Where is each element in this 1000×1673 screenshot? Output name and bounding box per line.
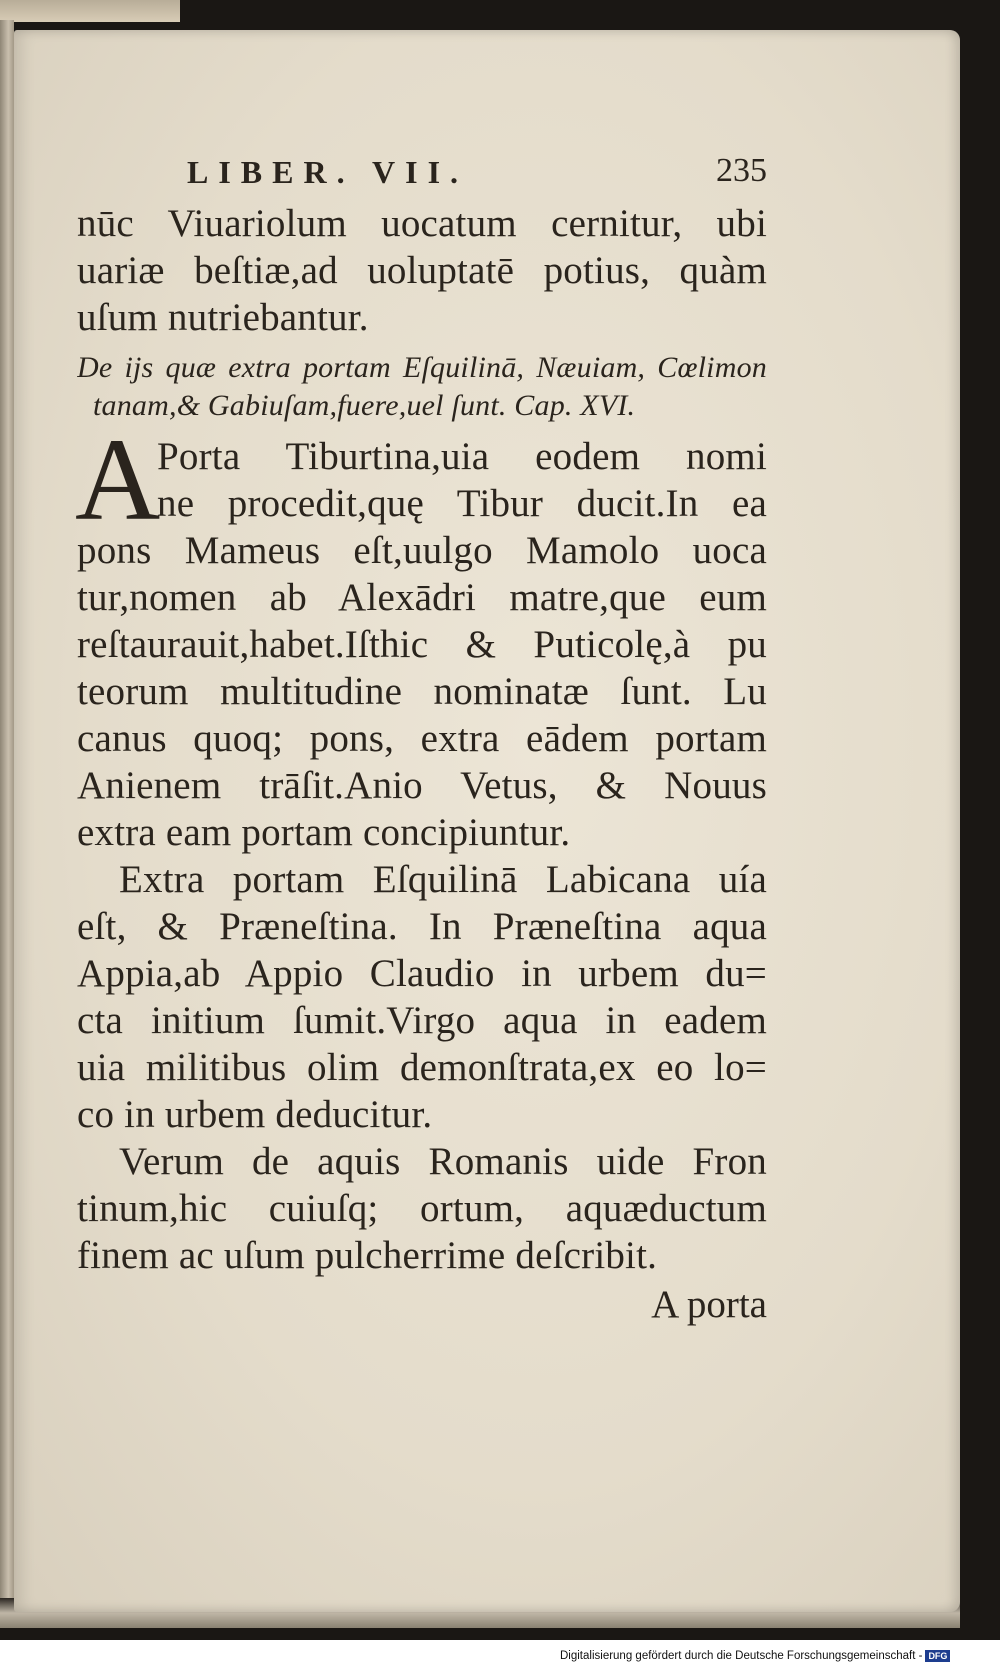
text-line: uſum nutriebantur.	[77, 296, 369, 339]
text-line: cta initium ſumit.Virgo aqua in eadem	[77, 999, 767, 1042]
text-line: Anienem trāſit.Anio Vetus, & Nouus	[77, 764, 767, 807]
heading-line: De ijs quæ extra portam Eſquilinā, Næuiam, Cœlimon	[77, 351, 767, 384]
running-head	[77, 150, 767, 200]
digitization-footer	[560, 1650, 1000, 1670]
text-line: teorum multitudine nominatæ ſunt. Lu	[77, 670, 767, 713]
book-page	[14, 30, 960, 1612]
text-line: Porta Tiburtina,uia eodem nomi	[157, 435, 767, 478]
text-block	[77, 150, 767, 1328]
text-line: Appia,ab Appio Claudio in urbem du=	[77, 952, 767, 995]
text-line: extra eam portam concipiuntur.	[77, 811, 571, 854]
text-line: co in urbem deducitur.	[77, 1093, 433, 1136]
initial-letter: A	[75, 414, 161, 545]
text-line: reſtaurauit,habet.Iſthic & Puticolę,à pu	[77, 623, 767, 666]
text-line: canus quoq; pons, extra eādem portam	[77, 717, 767, 760]
page-number: 235	[716, 152, 767, 189]
dfg-logo[interactable]: DFG	[925, 1650, 950, 1662]
text-line: Verum de aquis Romanis uide Fron	[119, 1140, 767, 1183]
text-line: finem ac uſum pulcherrime deſcribit.	[77, 1234, 658, 1277]
running-title: LIBER. VII.	[187, 154, 469, 190]
top-lines	[77, 200, 767, 341]
paragraph-3	[77, 1138, 767, 1279]
text-line: uariæ beſtiæ,ad uoluptatē potius, quàm	[77, 249, 767, 292]
page-edge-left	[0, 20, 14, 1620]
text-line: Extra portam Eſquilinā Labicana uía	[119, 858, 767, 901]
text-line: eſt, & Præneſtina. In Præneſtina aqua	[77, 905, 767, 948]
text-line: pons Mameus eſt,uulgo Mamolo uoca	[77, 529, 767, 572]
paragraph-1	[75, 414, 767, 856]
chapter-heading	[77, 349, 767, 425]
text-line: tinum,hic cuiuſq; ortum, aquæductum	[77, 1187, 767, 1230]
text-line: ne procedit,quę Tibur ducit.In ea	[157, 482, 767, 525]
footer-text: Digitalisierung gefördert durch die Deutsche Forschungsgemeinschaft -	[560, 1650, 923, 1663]
text-line: tur,nomen ab Alexādri matre,que eum	[77, 576, 767, 619]
binding-scrap	[0, 0, 180, 22]
catchword: A porta	[651, 1283, 767, 1326]
paragraph-2	[77, 856, 767, 1138]
text-line: nūc Viuariolum uocatum cernitur, ubi	[77, 202, 767, 245]
text-line: uia militibus olim demonſtrata,ex eo lo=	[77, 1046, 767, 1089]
heading-line: tanam,& Gabiuſam,fuere,uel ſunt. Cap. XVI.	[93, 389, 636, 422]
